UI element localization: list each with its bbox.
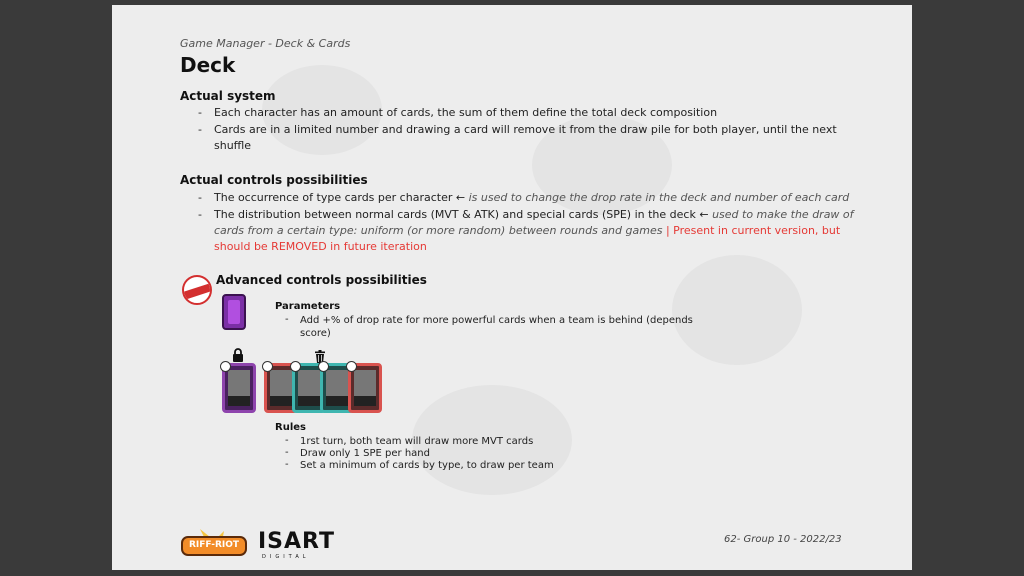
controls-bullet-2	[214, 207, 854, 223]
bullet-dash: -	[285, 447, 289, 458]
school-logo: ISART	[258, 529, 336, 554]
page-info: 62- Group 10 - 2022/23	[724, 534, 842, 545]
bullet-dash: -	[285, 314, 289, 325]
bullet-dash: -	[198, 123, 202, 136]
bullet-dash: -	[198, 191, 202, 204]
parameter-line-2: score)	[300, 328, 331, 339]
parameter-line-1: Add +% of drop rate for more powerful cards when a team is behind (depends	[300, 315, 693, 326]
card-atk	[348, 363, 382, 413]
rule-item: 1rst turn, both team will draw more MVT cards	[300, 436, 534, 447]
rule-item: Set a minimum of cards by type, to draw per team	[300, 460, 554, 471]
trash-icon	[315, 348, 325, 361]
actual-controls-heading: Actual controls possibilities	[180, 173, 368, 187]
slide	[112, 5, 912, 570]
controls-bullet-2-cont	[214, 223, 840, 239]
system-bullet-1: Each character has an amount of cards, the sum of them define the total deck composition	[214, 106, 718, 119]
controls-bullet-2-main: The distribution between normal cards (MVT & ATK) and special cards (SPE) in the deck ←	[214, 208, 713, 221]
card-back-icon	[222, 294, 246, 330]
controls-bullet-2-warning-cont: should be REMOVED in future iteration	[214, 240, 427, 253]
lock-icon	[233, 347, 243, 361]
bullet-dash: -	[198, 208, 202, 221]
school-logo-sub: DIGITAL	[262, 554, 310, 560]
background-shape	[672, 255, 802, 365]
controls-bullet-1-note: is used to change the drop rate in the deck and number of each card	[468, 191, 850, 204]
controls-bullet-1-main: The occurrence of type cards per character ←	[214, 191, 469, 204]
slide-kicker: Game Manager - Deck & Cards	[180, 37, 351, 50]
controls-bullet-1	[214, 190, 849, 206]
card-locked	[222, 363, 256, 413]
bullet-dash: -	[285, 435, 289, 446]
system-bullet-2: Cards are in a limited number and drawing a card will remove it from the draw pile for both player, until the next	[214, 123, 837, 136]
controls-bullet-2-warning: | Present in current version, but	[662, 224, 841, 237]
slide-title: Deck	[180, 53, 236, 77]
game-logo-text: RIFF-RIOT	[188, 540, 240, 550]
game-logo	[180, 527, 248, 559]
actual-system-heading: Actual system	[180, 89, 276, 103]
bullet-dash: -	[285, 459, 289, 470]
rules-heading: Rules	[275, 422, 306, 433]
rule-item: Draw only 1 SPE per hand	[300, 448, 430, 459]
stamp-icon	[182, 275, 212, 305]
controls-bullet-2-note-cont: cards from a certain type: uniform (or more random) between rounds and games	[214, 224, 663, 237]
advanced-heading: Advanced controls possibilities	[216, 273, 427, 287]
bullet-dash: -	[198, 106, 202, 119]
parameters-heading: Parameters	[275, 301, 341, 312]
controls-bullet-2-note: used to make the draw of	[712, 208, 854, 221]
system-bullet-2-cont: shuffle	[214, 139, 252, 152]
